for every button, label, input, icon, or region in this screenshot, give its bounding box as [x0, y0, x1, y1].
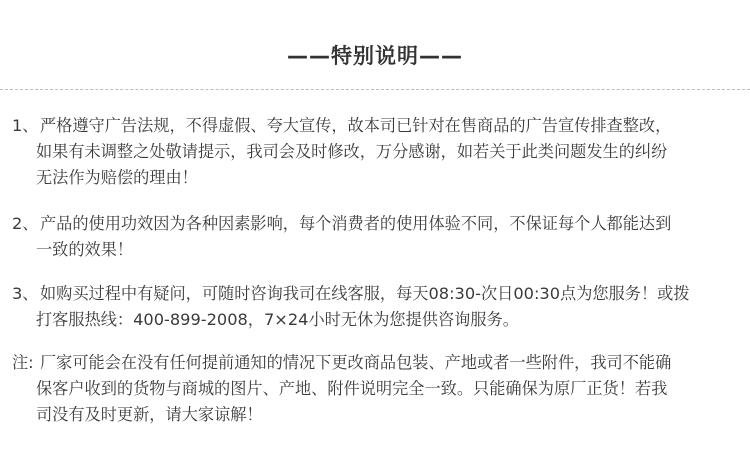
page-title: ——特别说明—— [287, 44, 463, 68]
notice-item-1 [0, 113, 750, 191]
item-text-line: 一致的效果！ [36, 240, 134, 259]
item-text-line: 如购买过程中有疑问，可随时咨询我司在线客服，每天08:30-次日00:30点为您服务！或拨 [40, 284, 690, 303]
title-divider [0, 89, 750, 90]
item-text-line: 司没有及时更新，请大家谅解！ [36, 405, 263, 424]
notice-item-2 [0, 211, 750, 263]
item-text-line: 打客服热线：400-899-2008，7×24小时无休为您提供咨询服务。 [36, 310, 519, 329]
item-text-line: 厂家可能会在没有任何提前通知的情况下更改商品包装、产地或者一些附件，我司不能确 [40, 353, 672, 372]
item-prefix: 3、 [12, 284, 39, 303]
item-prefix: 注: [12, 353, 34, 372]
notice-item-3 [0, 281, 750, 333]
item-text-line: 如果有未调整之处敬请提示，我司会及时修改，万分感谢，如若关于此类问题发生的纠纷 [36, 142, 668, 161]
notice-note [0, 350, 750, 428]
item-prefix: 1、 [12, 116, 39, 135]
item-prefix: 2、 [12, 214, 39, 233]
item-text-line: 保客户收到的货物与商城的图片、产地、附件说明完全一致。只能确保为原厂正货！若我 [36, 379, 668, 398]
item-text-line: 严格遵守广告法规，不得虚假、夸大宣传，故本司已针对在售商品的广告宣传排查整改， [40, 116, 672, 135]
item-text-line: 产品的使用功效因为各种因素影响，每个消费者的使用体验不同，不保证每个人都能达到 [40, 214, 672, 233]
item-text-line: 无法作为赔偿的理由！ [36, 168, 198, 187]
